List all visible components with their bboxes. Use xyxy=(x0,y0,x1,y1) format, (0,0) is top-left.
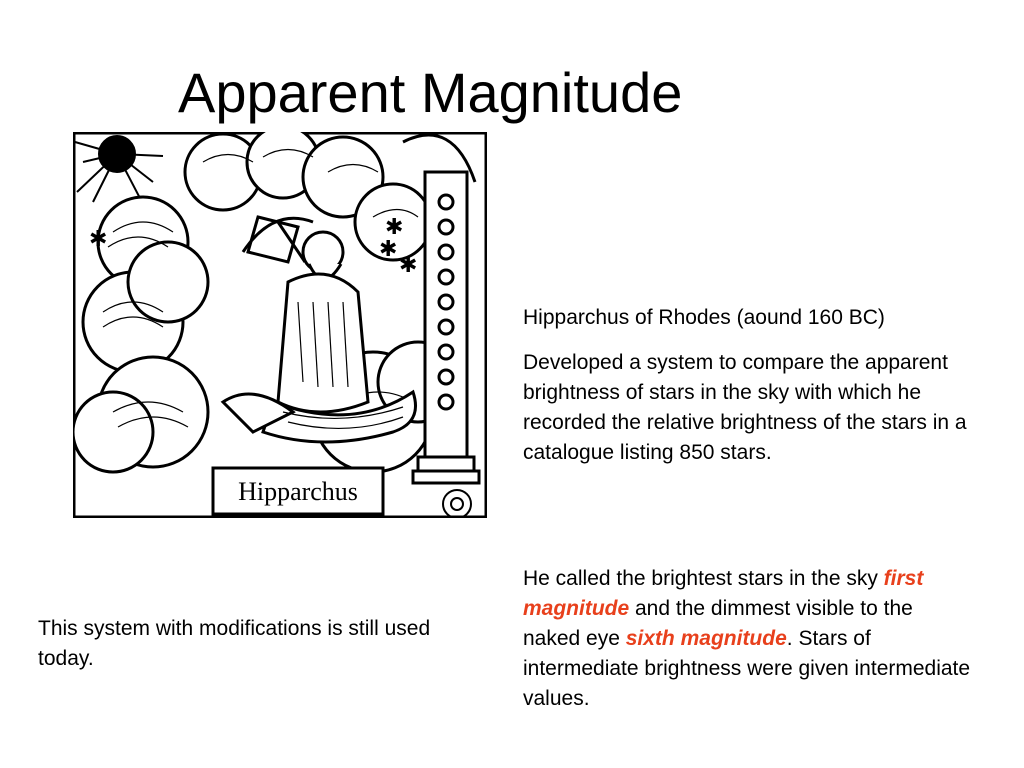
plaque-label: Hipparchus xyxy=(238,477,358,506)
magnitudes-intro: He called the brightest stars in the sky xyxy=(523,567,884,590)
magnitudes-end: . Stars of intermediate brightness were given intermediate values. xyxy=(523,627,971,710)
note-text: This system with modifications is still used today. xyxy=(38,617,431,670)
first-magnitude-term: first magnitude xyxy=(523,567,924,620)
usage-note xyxy=(38,614,438,674)
name-plaque xyxy=(213,468,383,514)
svg-text:✱: ✱ xyxy=(399,253,418,278)
magnitudes-middle: and the dimmest visible to the naked eye xyxy=(523,597,913,650)
description-paragraph xyxy=(523,348,973,468)
caption-text: Hipparchus of Rhodes (aound 160 BC) xyxy=(523,306,885,329)
description-text: Developed a system to compare the apparent brightness of stars in the sky with which he recorded the relative brightness of the stars in a catalogue listing 850 stars. xyxy=(523,351,967,464)
sixth-magnitude-term: sixth magnitude xyxy=(625,627,787,650)
svg-text:✱: ✱ xyxy=(379,237,398,262)
svg-text:✱: ✱ xyxy=(385,215,404,240)
slide-title: Apparent Magnitude xyxy=(178,61,683,124)
image-caption xyxy=(523,303,973,333)
magnitudes-paragraph xyxy=(523,564,973,714)
hipparchus-woodcut-image xyxy=(73,132,487,518)
svg-text:✱: ✱ xyxy=(89,227,108,252)
